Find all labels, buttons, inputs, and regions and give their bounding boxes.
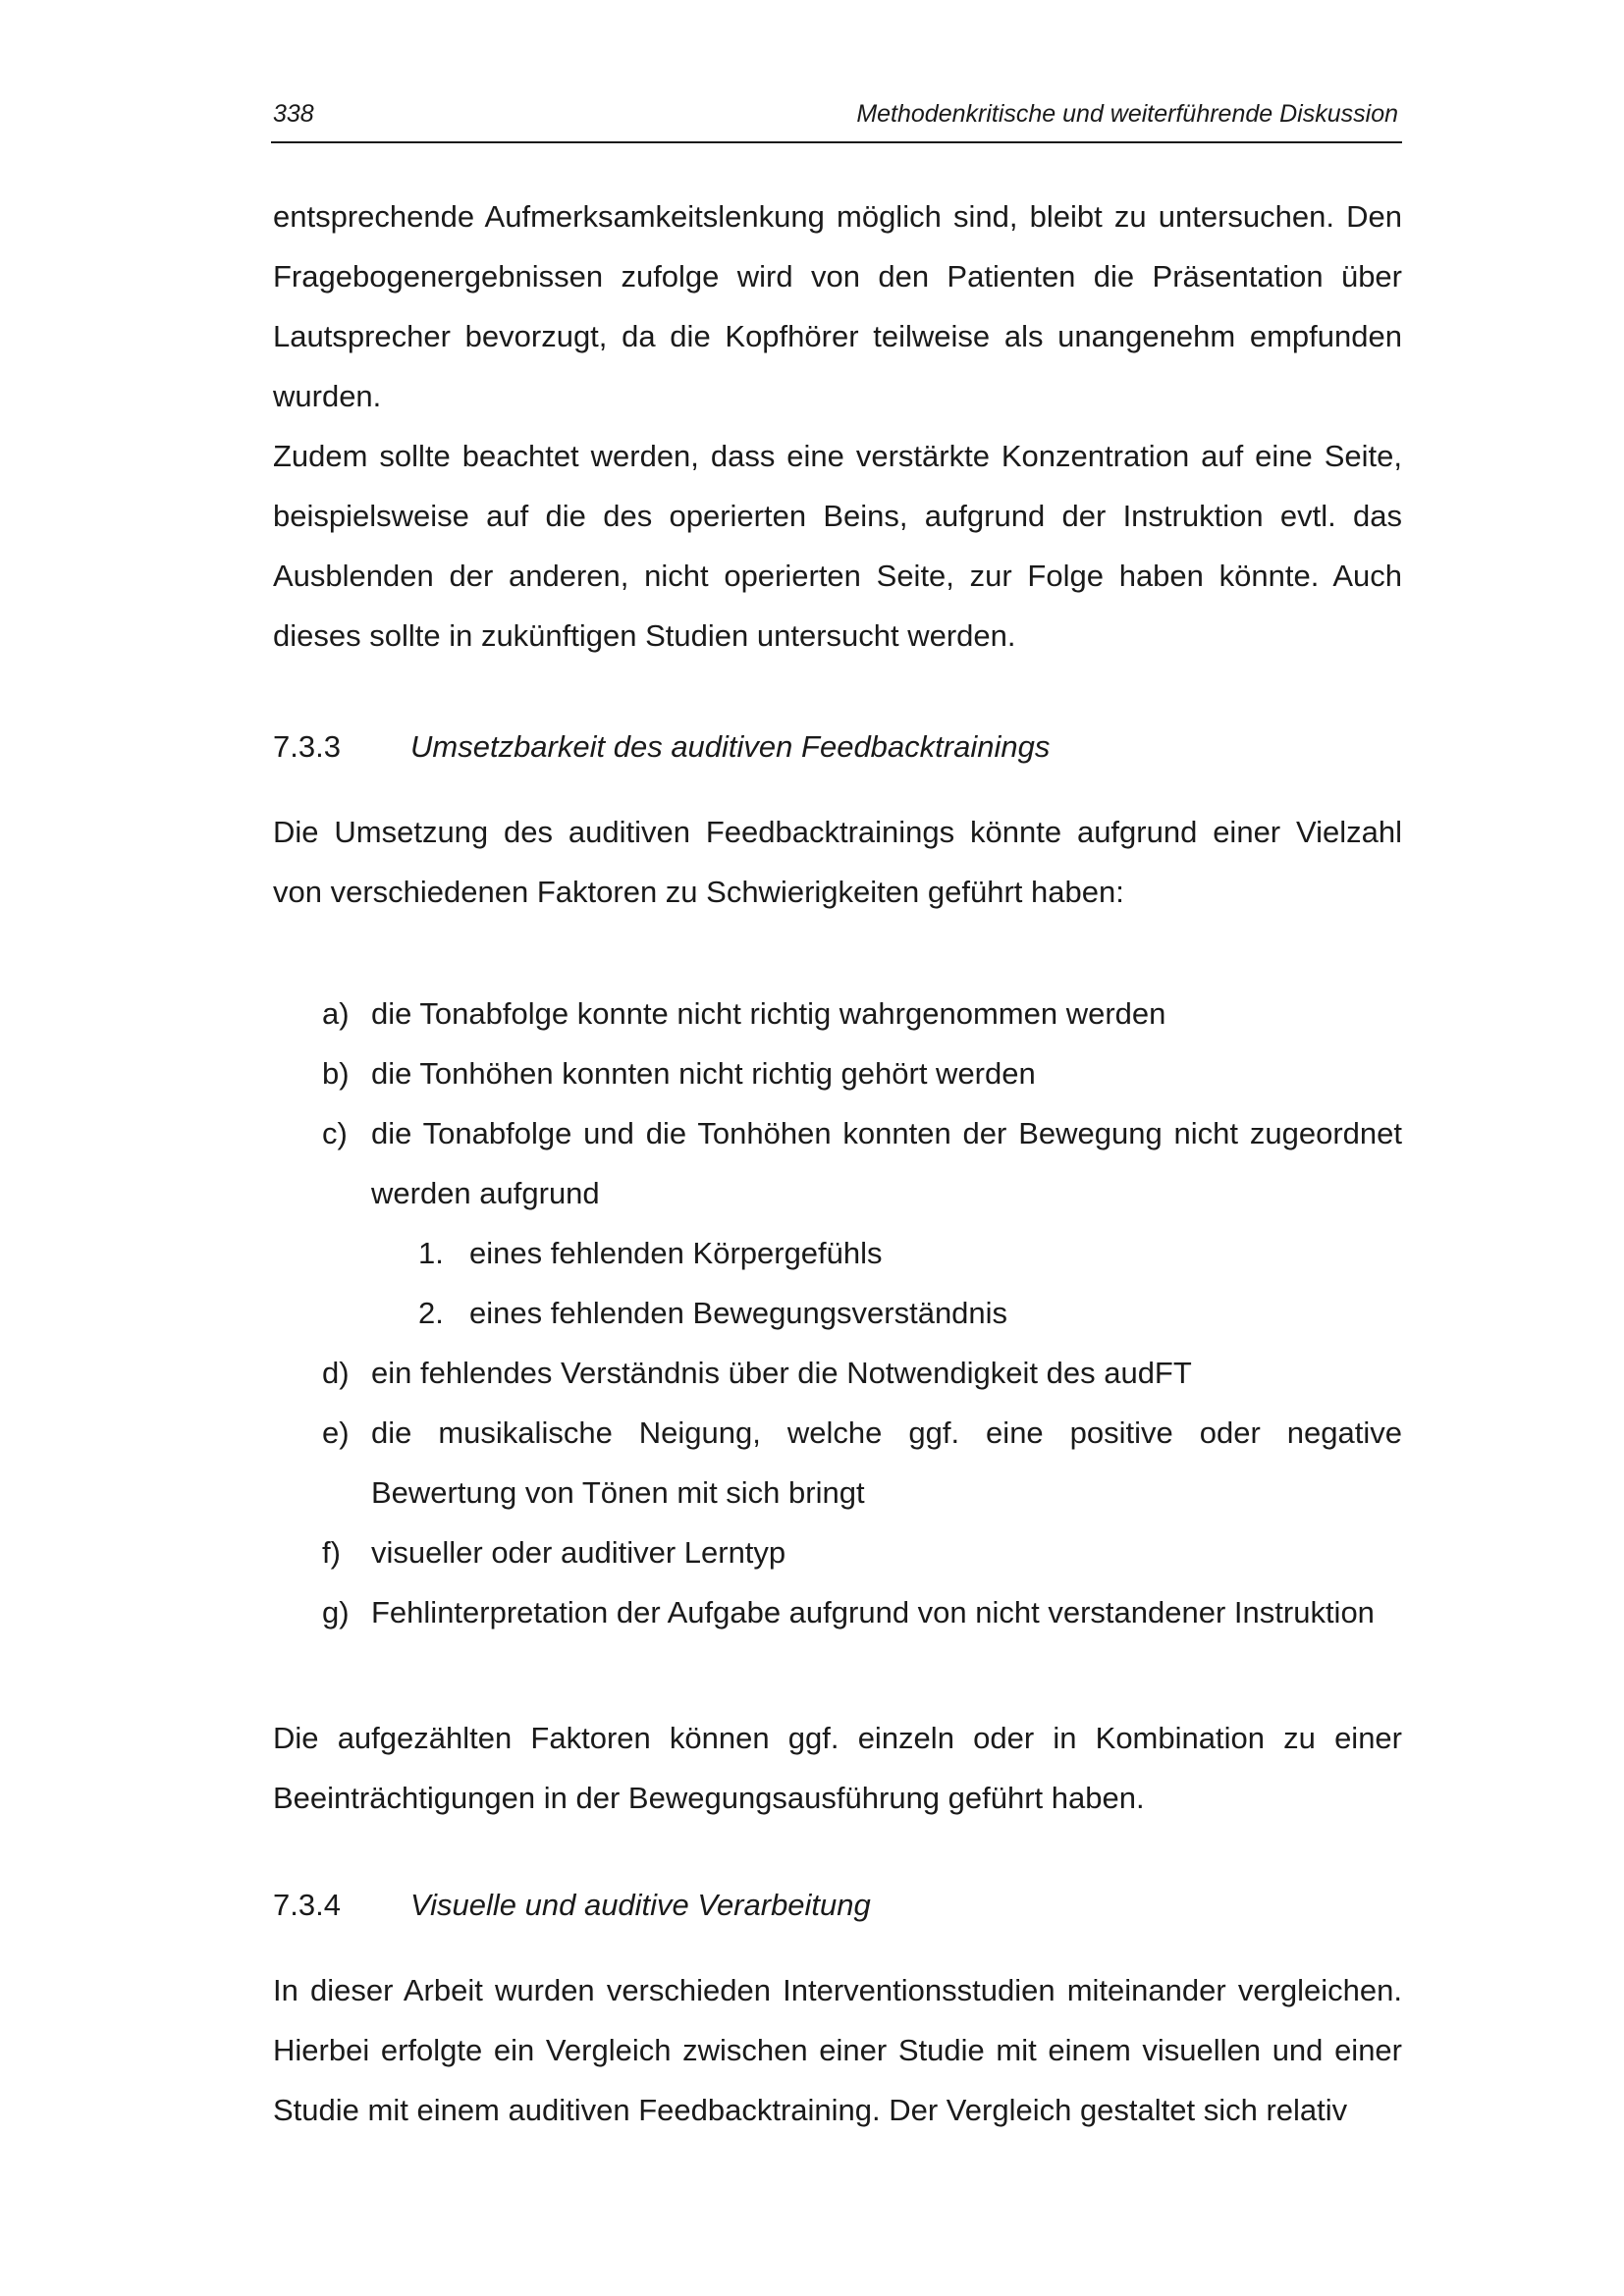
paragraph-block-4 xyxy=(273,1960,1402,2140)
list-item xyxy=(314,1582,1402,1642)
list-item-text: die Tonabfolge und die Tonhöhen konnten der Bewegung nicht zugeordnet werden aufgrund xyxy=(371,1116,1402,1210)
page-number: 338 xyxy=(273,100,314,128)
list-item-text: visueller oder auditiver Lerntyp xyxy=(371,1535,786,1570)
list-marker: e) xyxy=(322,1415,350,1450)
page-header xyxy=(271,96,1402,143)
list-item-text: eines fehlenden Bewegungsverständnis xyxy=(469,1296,1008,1330)
list-item xyxy=(314,1522,1402,1582)
list-marker: c) xyxy=(322,1116,348,1150)
running-title: Methodenkritische und weiterführende Diskussion xyxy=(856,100,1398,128)
list-item xyxy=(314,1103,1402,1343)
list-marker: 1. xyxy=(418,1236,444,1270)
list-marker: f) xyxy=(322,1535,341,1570)
list-item xyxy=(371,1283,1402,1343)
list-item-text: eines fehlenden Körpergefühls xyxy=(469,1236,883,1270)
paragraph-comparison: In dieser Arbeit wurden verschieden Interventionsstudien miteinander vergleichen. Hierbei erfolgte ein Vergleich zwischen einer Studie mit einem visuellen und einer Studie mit einem auditiven Feedbacktraining. Der Vergleich gestaltet sich relativ xyxy=(273,1973,1402,2127)
paragraph-factors-summary: Die aufgezählten Faktoren können ggf. einzeln oder in Kombination zu einer Beeinträchtigungen in der Bewegungsausführung geführt haben. xyxy=(273,1721,1402,1815)
sub-factor-list xyxy=(371,1223,1402,1343)
section-number: 7.3.3 xyxy=(273,729,341,764)
paragraph-implementation: Die Umsetzung des auditiven Feedbacktrainings könnte aufgrund einer Vielzahl von verschiedenen Faktoren zu Schwierigkeiten geführt haben: xyxy=(273,815,1402,909)
list-item-text: Fehlinterpretation der Aufgabe aufgrund von nicht verstandener Instruktion xyxy=(371,1595,1375,1629)
list-marker: d) xyxy=(322,1356,350,1390)
list-item-text: die musikalische Neigung, welche ggf. eine positive oder negative Bewertung von Tönen mit sich bringt xyxy=(371,1415,1402,1510)
section-heading-7-3-3 xyxy=(273,727,1050,767)
list-marker: b) xyxy=(322,1056,350,1091)
paragraph-block-2 xyxy=(273,802,1402,922)
section-title: Visuelle und auditive Verarbeitung xyxy=(410,1888,871,1922)
list-item xyxy=(314,984,1402,1043)
list-item xyxy=(371,1223,1402,1283)
list-item xyxy=(314,1043,1402,1103)
paragraph-presentation: entsprechende Aufmerksamkeitslenkung möglich sind, bleibt zu untersuchen. Den Fragebogenergebnissen zufolge wird von den Patienten die Präsentation über Lautsprecher bevorzugt, da die Kopfhörer teilweise als unangenehm empfunden wurden. xyxy=(273,199,1402,413)
list-item-text: die Tonhöhen konnten nicht richtig gehört werden xyxy=(371,1056,1036,1091)
list-item xyxy=(314,1403,1402,1522)
paragraph-block-1 xyxy=(273,187,1402,666)
paragraph-block-3 xyxy=(273,1708,1402,1828)
list-marker: g) xyxy=(322,1595,350,1629)
list-item-text: ein fehlendes Verständnis über die Notwendigkeit des audFT xyxy=(371,1356,1192,1390)
section-title: Umsetzbarkeit des auditiven Feedbacktrainings xyxy=(410,729,1051,764)
factor-list xyxy=(314,984,1402,1642)
section-heading-7-3-4 xyxy=(273,1886,871,1925)
list-item-text: die Tonabfolge konnte nicht richtig wahrgenommen werden xyxy=(371,996,1166,1031)
section-number: 7.3.4 xyxy=(273,1888,341,1922)
paragraph-concentration: Zudem sollte beachtet werden, dass eine verstärkte Konzentration auf eine Seite, beispielsweise auf die des operierten Beins, aufgrund der Instruktion evtl. das Ausblenden der anderen, nicht operierten Seite, zur Folge haben könnte. Auch dieses sollte in zukünftigen Studien untersucht werden. xyxy=(273,439,1402,653)
list-marker: 2. xyxy=(418,1296,444,1330)
list-marker: a) xyxy=(322,996,350,1031)
list-item xyxy=(314,1343,1402,1403)
